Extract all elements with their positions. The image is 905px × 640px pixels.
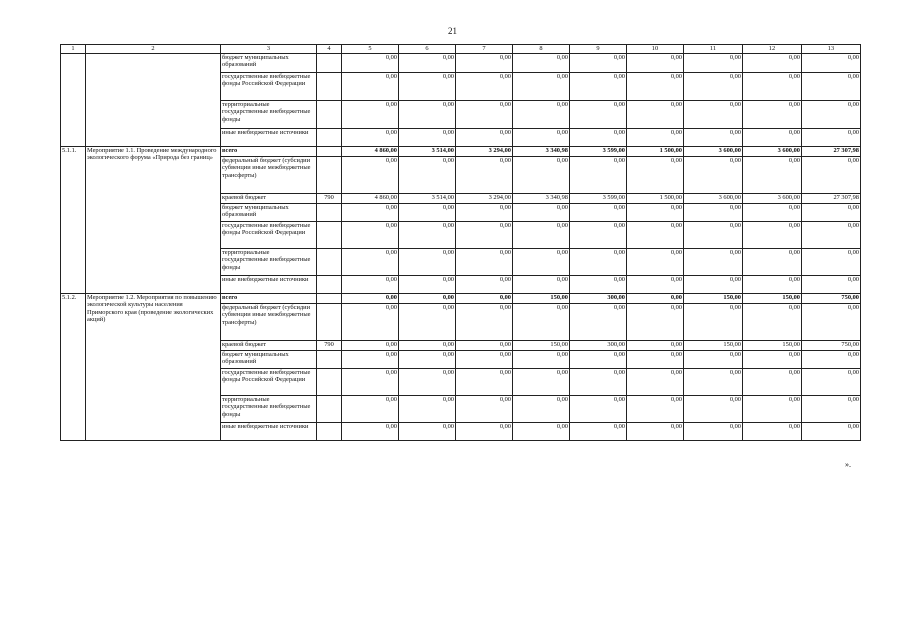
year-amount-cell: 0,00 xyxy=(627,294,684,304)
budget-code-cell xyxy=(317,369,342,396)
year-amount-cell: 0,00 xyxy=(684,157,743,194)
column-number-cell: 5 xyxy=(342,45,399,54)
year-amount-cell: 0,00 xyxy=(570,157,627,194)
year-amount-cell: 0,00 xyxy=(456,276,513,294)
year-amount-cell: 0,00 xyxy=(513,157,570,194)
year-amount-cell: 0,00 xyxy=(570,101,627,129)
year-amount-cell: 0,00 xyxy=(342,101,399,129)
year-amount-cell: 0,00 xyxy=(456,294,513,304)
year-amount-cell: 0,00 xyxy=(513,396,570,423)
year-amount-cell: 0,00 xyxy=(627,341,684,351)
year-amount-cell: 0,00 xyxy=(342,54,399,73)
budget-code-cell xyxy=(317,147,342,157)
column-number-cell: 3 xyxy=(221,45,317,54)
year-amount-cell: 0,00 xyxy=(570,276,627,294)
year-amount-cell: 0,00 xyxy=(684,369,743,396)
year-amount-cell: 0,00 xyxy=(627,396,684,423)
total-amount-cell: 0,00 xyxy=(802,101,861,129)
column-number-cell: 10 xyxy=(627,45,684,54)
funding-source-cell: бюджет муниципальных образований xyxy=(221,204,317,222)
closing-quote-mark: ». xyxy=(845,460,851,469)
funding-source-cell: всего xyxy=(221,294,317,304)
year-amount-cell: 0,00 xyxy=(513,369,570,396)
funding-source-cell: федеральный бюджет (субсидии субвенции иные межбюджетные трансферты) xyxy=(221,304,317,341)
year-amount-cell: 0,00 xyxy=(684,276,743,294)
year-amount-cell: 0,00 xyxy=(456,73,513,101)
budget-code-cell xyxy=(317,222,342,249)
year-amount-cell: 150,00 xyxy=(684,294,743,304)
column-number-cell: 7 xyxy=(456,45,513,54)
total-amount-cell: 0,00 xyxy=(802,73,861,101)
year-amount-cell: 0,00 xyxy=(513,101,570,129)
column-number-cell: 11 xyxy=(684,45,743,54)
year-amount-cell: 0,00 xyxy=(399,54,456,73)
year-amount-cell: 0,00 xyxy=(570,204,627,222)
year-amount-cell: 0,00 xyxy=(684,351,743,369)
total-amount-cell: 0,00 xyxy=(802,204,861,222)
year-amount-cell: 0,00 xyxy=(342,129,399,147)
year-amount-cell: 0,00 xyxy=(570,222,627,249)
year-amount-cell: 0,00 xyxy=(627,101,684,129)
total-amount-cell: 0,00 xyxy=(802,276,861,294)
year-amount-cell: 0,00 xyxy=(570,396,627,423)
year-amount-cell: 0,00 xyxy=(456,157,513,194)
measure-title-cell: Мероприятие 1.1. Проведение международного экологического форума «Природа без границ» xyxy=(86,147,221,294)
year-amount-cell: 0,00 xyxy=(743,249,802,276)
measure-number-cell: 5.1.2. xyxy=(61,294,86,441)
year-amount-cell: 0,00 xyxy=(399,249,456,276)
budget-code-cell xyxy=(317,276,342,294)
year-amount-cell: 0,00 xyxy=(399,341,456,351)
year-amount-cell: 0,00 xyxy=(513,222,570,249)
year-amount-cell: 0,00 xyxy=(684,304,743,341)
budget-code-cell: 790 xyxy=(317,194,342,204)
year-amount-cell: 0,00 xyxy=(570,423,627,441)
funding-source-cell: иные внебюджетные источники xyxy=(221,423,317,441)
year-amount-cell: 3 514,00 xyxy=(399,194,456,204)
column-number-cell: 4 xyxy=(317,45,342,54)
column-number-cell: 8 xyxy=(513,45,570,54)
year-amount-cell: 3 340,98 xyxy=(513,194,570,204)
budget-code-cell xyxy=(317,423,342,441)
year-amount-cell: 3 294,00 xyxy=(456,147,513,157)
year-amount-cell: 0,00 xyxy=(627,204,684,222)
column-number-cell: 13 xyxy=(802,45,861,54)
year-amount-cell: 0,00 xyxy=(570,73,627,101)
year-amount-cell: 1 500,00 xyxy=(627,147,684,157)
year-amount-cell: 0,00 xyxy=(399,276,456,294)
total-amount-cell: 27 307,98 xyxy=(802,147,861,157)
year-amount-cell: 0,00 xyxy=(743,369,802,396)
budget-code-cell xyxy=(317,157,342,194)
budget-table xyxy=(60,44,861,441)
total-amount-cell: 0,00 xyxy=(802,396,861,423)
year-amount-cell: 4 860,00 xyxy=(342,147,399,157)
year-amount-cell: 0,00 xyxy=(743,351,802,369)
year-amount-cell: 0,00 xyxy=(399,396,456,423)
year-amount-cell: 0,00 xyxy=(513,204,570,222)
total-amount-cell: 0,00 xyxy=(802,249,861,276)
year-amount-cell: 0,00 xyxy=(399,129,456,147)
year-amount-cell: 0,00 xyxy=(399,222,456,249)
column-number-cell: 2 xyxy=(86,45,221,54)
year-amount-cell: 0,00 xyxy=(570,369,627,396)
year-amount-cell: 150,00 xyxy=(743,294,802,304)
year-amount-cell: 0,00 xyxy=(743,396,802,423)
funding-source-cell: государственные внебюджетные фонды Российской Федерации xyxy=(221,73,317,101)
year-amount-cell: 0,00 xyxy=(627,157,684,194)
year-amount-cell: 3 514,00 xyxy=(399,147,456,157)
measure-title-cell: Мероприятие 1.2. Мероприятия по повышению экологической культуры населения Приморского края (проведение экологических акций) xyxy=(86,294,221,441)
year-amount-cell: 0,00 xyxy=(342,157,399,194)
budget-code-cell xyxy=(317,351,342,369)
year-amount-cell: 150,00 xyxy=(743,341,802,351)
total-amount-cell: 750,00 xyxy=(802,294,861,304)
total-amount-cell: 0,00 xyxy=(802,369,861,396)
year-amount-cell: 0,00 xyxy=(456,222,513,249)
year-amount-cell: 0,00 xyxy=(627,249,684,276)
column-number-cell: 9 xyxy=(570,45,627,54)
total-amount-cell: 0,00 xyxy=(802,304,861,341)
column-number-cell: 12 xyxy=(743,45,802,54)
year-amount-cell: 0,00 xyxy=(627,73,684,101)
year-amount-cell: 0,00 xyxy=(743,222,802,249)
year-amount-cell: 0,00 xyxy=(456,204,513,222)
year-amount-cell: 0,00 xyxy=(684,204,743,222)
funding-source-cell: территориальные государственные внебюджетные фонды xyxy=(221,101,317,129)
column-number-cell: 1 xyxy=(61,45,86,54)
year-amount-cell: 0,00 xyxy=(570,129,627,147)
year-amount-cell: 0,00 xyxy=(570,304,627,341)
year-amount-cell: 0,00 xyxy=(513,304,570,341)
year-amount-cell: 0,00 xyxy=(399,73,456,101)
year-amount-cell: 0,00 xyxy=(399,294,456,304)
year-amount-cell: 0,00 xyxy=(627,54,684,73)
funding-source-cell: иные внебюджетные источники xyxy=(221,129,317,147)
funding-source-cell: бюджет муниципальных образований xyxy=(221,351,317,369)
year-amount-cell: 0,00 xyxy=(743,204,802,222)
budget-code-cell xyxy=(317,129,342,147)
year-amount-cell: 0,00 xyxy=(456,351,513,369)
year-amount-cell: 0,00 xyxy=(513,423,570,441)
year-amount-cell: 0,00 xyxy=(743,157,802,194)
funding-source-cell: иные внебюджетные источники xyxy=(221,276,317,294)
total-amount-cell: 750,00 xyxy=(802,341,861,351)
year-amount-cell: 0,00 xyxy=(627,276,684,294)
year-amount-cell: 0,00 xyxy=(627,222,684,249)
year-amount-cell: 0,00 xyxy=(570,351,627,369)
year-amount-cell: 0,00 xyxy=(342,204,399,222)
year-amount-cell: 0,00 xyxy=(627,369,684,396)
measure-number-cell: 5.1.1. xyxy=(61,147,86,294)
measure-number-cell xyxy=(61,54,86,147)
year-amount-cell: 0,00 xyxy=(743,276,802,294)
total-amount-cell: 0,00 xyxy=(802,351,861,369)
year-amount-cell: 0,00 xyxy=(342,351,399,369)
total-amount-cell: 27 307,98 xyxy=(802,194,861,204)
year-amount-cell: 0,00 xyxy=(684,396,743,423)
year-amount-cell: 3 600,00 xyxy=(684,194,743,204)
year-amount-cell: 0,00 xyxy=(456,341,513,351)
budget-code-cell: 790 xyxy=(317,341,342,351)
year-amount-cell: 0,00 xyxy=(684,73,743,101)
budget-code-cell xyxy=(317,294,342,304)
year-amount-cell: 0,00 xyxy=(456,304,513,341)
year-amount-cell: 150,00 xyxy=(513,294,570,304)
year-amount-cell: 0,00 xyxy=(743,54,802,73)
funding-source-cell: федеральный бюджет (субсидии субвенции иные межбюджетные трансферты) xyxy=(221,157,317,194)
year-amount-cell: 0,00 xyxy=(342,249,399,276)
year-amount-cell: 0,00 xyxy=(684,101,743,129)
year-amount-cell: 0,00 xyxy=(342,369,399,396)
column-number-row xyxy=(61,45,861,54)
page-number: 21 xyxy=(448,26,457,36)
year-amount-cell: 3 340,98 xyxy=(513,147,570,157)
year-amount-cell: 4 860,00 xyxy=(342,194,399,204)
table-row xyxy=(61,294,861,304)
year-amount-cell: 1 500,00 xyxy=(627,194,684,204)
total-amount-cell: 0,00 xyxy=(802,157,861,194)
year-amount-cell: 0,00 xyxy=(399,204,456,222)
year-amount-cell: 150,00 xyxy=(513,341,570,351)
year-amount-cell: 300,00 xyxy=(570,294,627,304)
year-amount-cell: 0,00 xyxy=(342,294,399,304)
funding-source-cell: бюджет муниципальных образований xyxy=(221,54,317,73)
funding-source-cell: всего xyxy=(221,147,317,157)
year-amount-cell: 0,00 xyxy=(627,304,684,341)
year-amount-cell: 0,00 xyxy=(684,222,743,249)
funding-source-cell: государственные внебюджетные фонды Российской Федерации xyxy=(221,222,317,249)
total-amount-cell: 0,00 xyxy=(802,222,861,249)
year-amount-cell: 0,00 xyxy=(743,101,802,129)
year-amount-cell: 0,00 xyxy=(570,54,627,73)
year-amount-cell: 150,00 xyxy=(684,341,743,351)
total-amount-cell: 0,00 xyxy=(802,423,861,441)
funding-source-cell: территориальные государственные внебюджетные фонды xyxy=(221,249,317,276)
year-amount-cell: 0,00 xyxy=(684,249,743,276)
budget-code-cell xyxy=(317,73,342,101)
year-amount-cell: 0,00 xyxy=(513,73,570,101)
year-amount-cell: 0,00 xyxy=(342,341,399,351)
year-amount-cell: 0,00 xyxy=(743,304,802,341)
funding-source-cell: краевой бюджет xyxy=(221,194,317,204)
total-amount-cell: 0,00 xyxy=(802,129,861,147)
funding-source-cell: краевой бюджет xyxy=(221,341,317,351)
measure-title-cell xyxy=(86,54,221,147)
year-amount-cell: 3 600,00 xyxy=(743,194,802,204)
year-amount-cell: 300,00 xyxy=(570,341,627,351)
year-amount-cell: 0,00 xyxy=(399,369,456,396)
budget-code-cell xyxy=(317,204,342,222)
year-amount-cell: 0,00 xyxy=(399,157,456,194)
year-amount-cell: 0,00 xyxy=(342,304,399,341)
year-amount-cell: 0,00 xyxy=(743,423,802,441)
year-amount-cell: 0,00 xyxy=(399,304,456,341)
year-amount-cell: 0,00 xyxy=(627,351,684,369)
year-amount-cell: 0,00 xyxy=(456,396,513,423)
funding-source-cell: территориальные государственные внебюджетные фонды xyxy=(221,396,317,423)
year-amount-cell: 0,00 xyxy=(684,54,743,73)
year-amount-cell: 0,00 xyxy=(513,249,570,276)
year-amount-cell: 0,00 xyxy=(743,73,802,101)
year-amount-cell: 3 599,00 xyxy=(570,194,627,204)
year-amount-cell: 0,00 xyxy=(399,423,456,441)
year-amount-cell: 3 600,00 xyxy=(684,147,743,157)
year-amount-cell: 0,00 xyxy=(456,249,513,276)
table-row xyxy=(61,147,861,157)
year-amount-cell: 0,00 xyxy=(342,276,399,294)
year-amount-cell: 0,00 xyxy=(684,423,743,441)
year-amount-cell: 0,00 xyxy=(342,73,399,101)
year-amount-cell: 0,00 xyxy=(513,129,570,147)
year-amount-cell: 3 600,00 xyxy=(743,147,802,157)
column-number-cell: 6 xyxy=(399,45,456,54)
table-row xyxy=(61,54,861,73)
budget-code-cell xyxy=(317,396,342,423)
year-amount-cell: 0,00 xyxy=(513,351,570,369)
year-amount-cell: 0,00 xyxy=(399,351,456,369)
year-amount-cell: 0,00 xyxy=(456,101,513,129)
funding-source-cell: государственные внебюджетные фонды Российской Федерации xyxy=(221,369,317,396)
year-amount-cell: 0,00 xyxy=(456,423,513,441)
budget-code-cell xyxy=(317,101,342,129)
year-amount-cell: 0,00 xyxy=(627,129,684,147)
year-amount-cell: 0,00 xyxy=(456,369,513,396)
year-amount-cell: 0,00 xyxy=(399,101,456,129)
year-amount-cell: 0,00 xyxy=(684,129,743,147)
budget-code-cell xyxy=(317,304,342,341)
year-amount-cell: 0,00 xyxy=(743,129,802,147)
year-amount-cell: 0,00 xyxy=(627,423,684,441)
budget-code-cell xyxy=(317,54,342,73)
year-amount-cell: 0,00 xyxy=(513,54,570,73)
year-amount-cell: 0,00 xyxy=(456,54,513,73)
year-amount-cell: 3 599,00 xyxy=(570,147,627,157)
year-amount-cell: 0,00 xyxy=(342,396,399,423)
year-amount-cell: 0,00 xyxy=(570,249,627,276)
total-amount-cell: 0,00 xyxy=(802,54,861,73)
year-amount-cell: 0,00 xyxy=(342,423,399,441)
table-body xyxy=(61,45,861,441)
year-amount-cell: 0,00 xyxy=(456,129,513,147)
budget-code-cell xyxy=(317,249,342,276)
year-amount-cell: 0,00 xyxy=(342,222,399,249)
year-amount-cell: 0,00 xyxy=(513,276,570,294)
year-amount-cell: 3 294,00 xyxy=(456,194,513,204)
